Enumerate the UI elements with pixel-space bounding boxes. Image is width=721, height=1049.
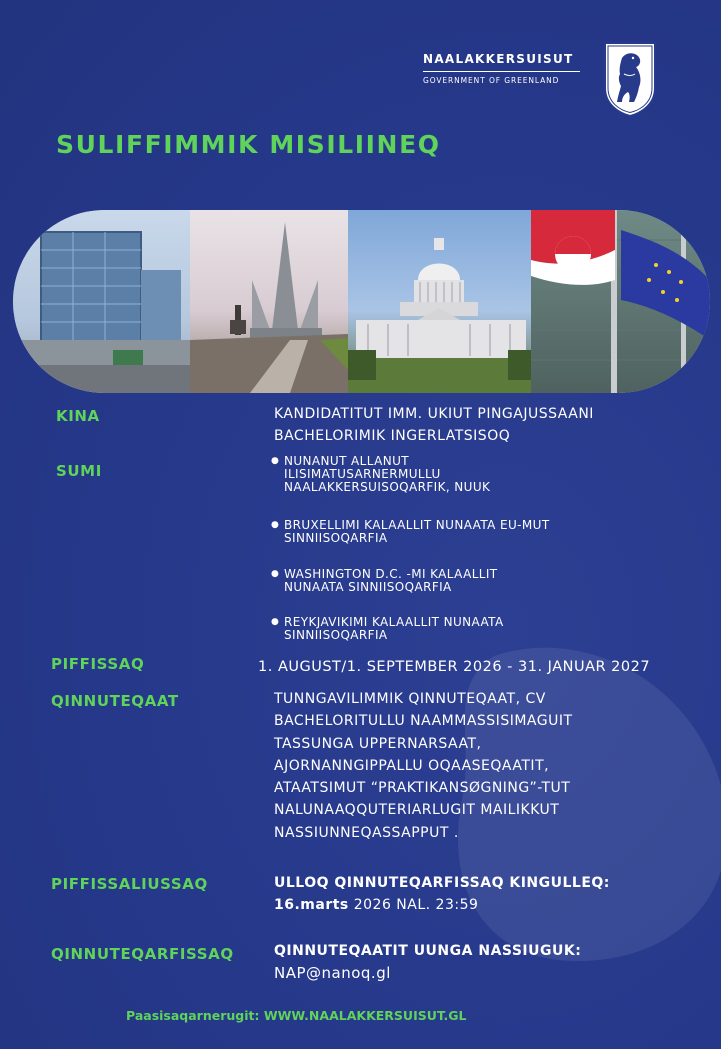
org-name: NAALAKKERSUISUT — [423, 52, 574, 66]
label-qinnuteqaat: QINNUTEQAAT — [51, 692, 179, 710]
label-kina: KINA — [56, 407, 100, 425]
location-item — [284, 455, 490, 494]
location-line: NAALAKKERSUISOQARFIK, NUUK — [284, 480, 491, 494]
value-qinnuteqarfissaq — [274, 940, 581, 984]
photo-banner — [13, 210, 710, 393]
label-qinnuteqarfissaq: QINNUTEQARFISSAQ — [51, 945, 234, 963]
requirement-line: AJORNANNGIPPALLU OQAASEQAATIT, — [274, 757, 550, 774]
location-line: WASHINGTON D.C. -MI KALAALLIT — [284, 567, 498, 581]
location-line: NUNANUT ALLANUT — [284, 454, 410, 468]
requirement-line: BACHELORITULLU NAAMMASSISIMAGUIT — [274, 713, 573, 730]
value-kina — [274, 403, 594, 447]
church-photo — [190, 210, 348, 393]
bullet-icon: ● — [271, 617, 279, 627]
wordmark-divider — [423, 71, 580, 72]
value-qinnuteqaat — [274, 688, 573, 844]
website-link[interactable]: Paasisaqarnerugit: WWW.NAALAKKERSUISUT.GL — [126, 1008, 467, 1023]
requirement-line: TUNNGAVILIMMIK QINNUTEQAAT, CV — [274, 691, 546, 707]
bullet-icon: ● — [271, 520, 279, 530]
value-piffissaq: 1. AUGUST/1. SEPTEMBER 2026 - 31. JANUAR 2027 — [258, 659, 651, 675]
value-kina-line: KANDIDATITUT IMM. UKIUT PINGAJUSSAANI — [274, 406, 594, 422]
requirement-line: NASSIUNNEQASSAPPUT . — [274, 824, 459, 841]
location-line: BRUXELLIMI KALAALLIT NUNAATA EU-MUT — [284, 518, 550, 532]
location-line: SINNIISOQARFIA — [284, 628, 388, 642]
bullet-icon: ● — [271, 569, 279, 579]
label-sumi: SUMI — [56, 462, 102, 480]
deadline-date-rest: 2026 NAL. 23:59 — [348, 897, 479, 913]
polar-bear-shield-icon — [602, 40, 658, 118]
location-line: SINNIISOQARFIA — [284, 531, 388, 545]
org-subtitle: GOVERNMENT OF GREENLAND — [423, 76, 560, 85]
requirement-line: TASSUNGA UPPERNARSAAT, — [274, 735, 482, 752]
location-item — [284, 568, 498, 594]
location-line: ILISIMATUSARNERMULLU — [284, 467, 441, 481]
location-item — [284, 519, 550, 545]
value-kina-line: BACHELORIMIK INGERLATSISOQ — [274, 428, 511, 444]
label-piffissaliussaq: PIFFISSALIUSSAQ — [51, 875, 208, 893]
submission-heading: QINNUTEQAATIT UUNGA NASSIUGUK: — [274, 943, 582, 959]
flags-photo — [531, 210, 710, 393]
bullet-icon: ● — [271, 456, 279, 466]
deadline-date-bold: 16.marts — [274, 897, 349, 913]
government-wordmark — [423, 52, 583, 85]
page-title: SULIFFIMMIK MISILIINEQ — [56, 130, 441, 159]
requirement-line: ATAATSIMUT “PRAKTIKANSØGNING”-TUT — [274, 780, 571, 797]
location-line: NUNAATA SINNIISOQARFIA — [284, 580, 452, 594]
requirement-line: NALUNAAQQUTERIARLUGIT MAILIKKUT — [274, 802, 560, 819]
office-building-photo — [13, 210, 190, 393]
capitol-building-photo — [348, 210, 531, 393]
location-line: REYKJAVIKIMI KALAALLIT NUNAATA — [284, 615, 504, 629]
value-piffissaliussaq — [274, 872, 610, 916]
deadline-date — [274, 894, 610, 916]
label-piffissaq: PIFFISSAQ — [51, 655, 145, 673]
location-item — [284, 616, 504, 642]
deadline-heading: ULLOQ QINNUTEQARFISSAQ KINGULLEQ: — [274, 875, 610, 891]
email-link[interactable]: NAP@nanoq.gl — [274, 964, 391, 982]
